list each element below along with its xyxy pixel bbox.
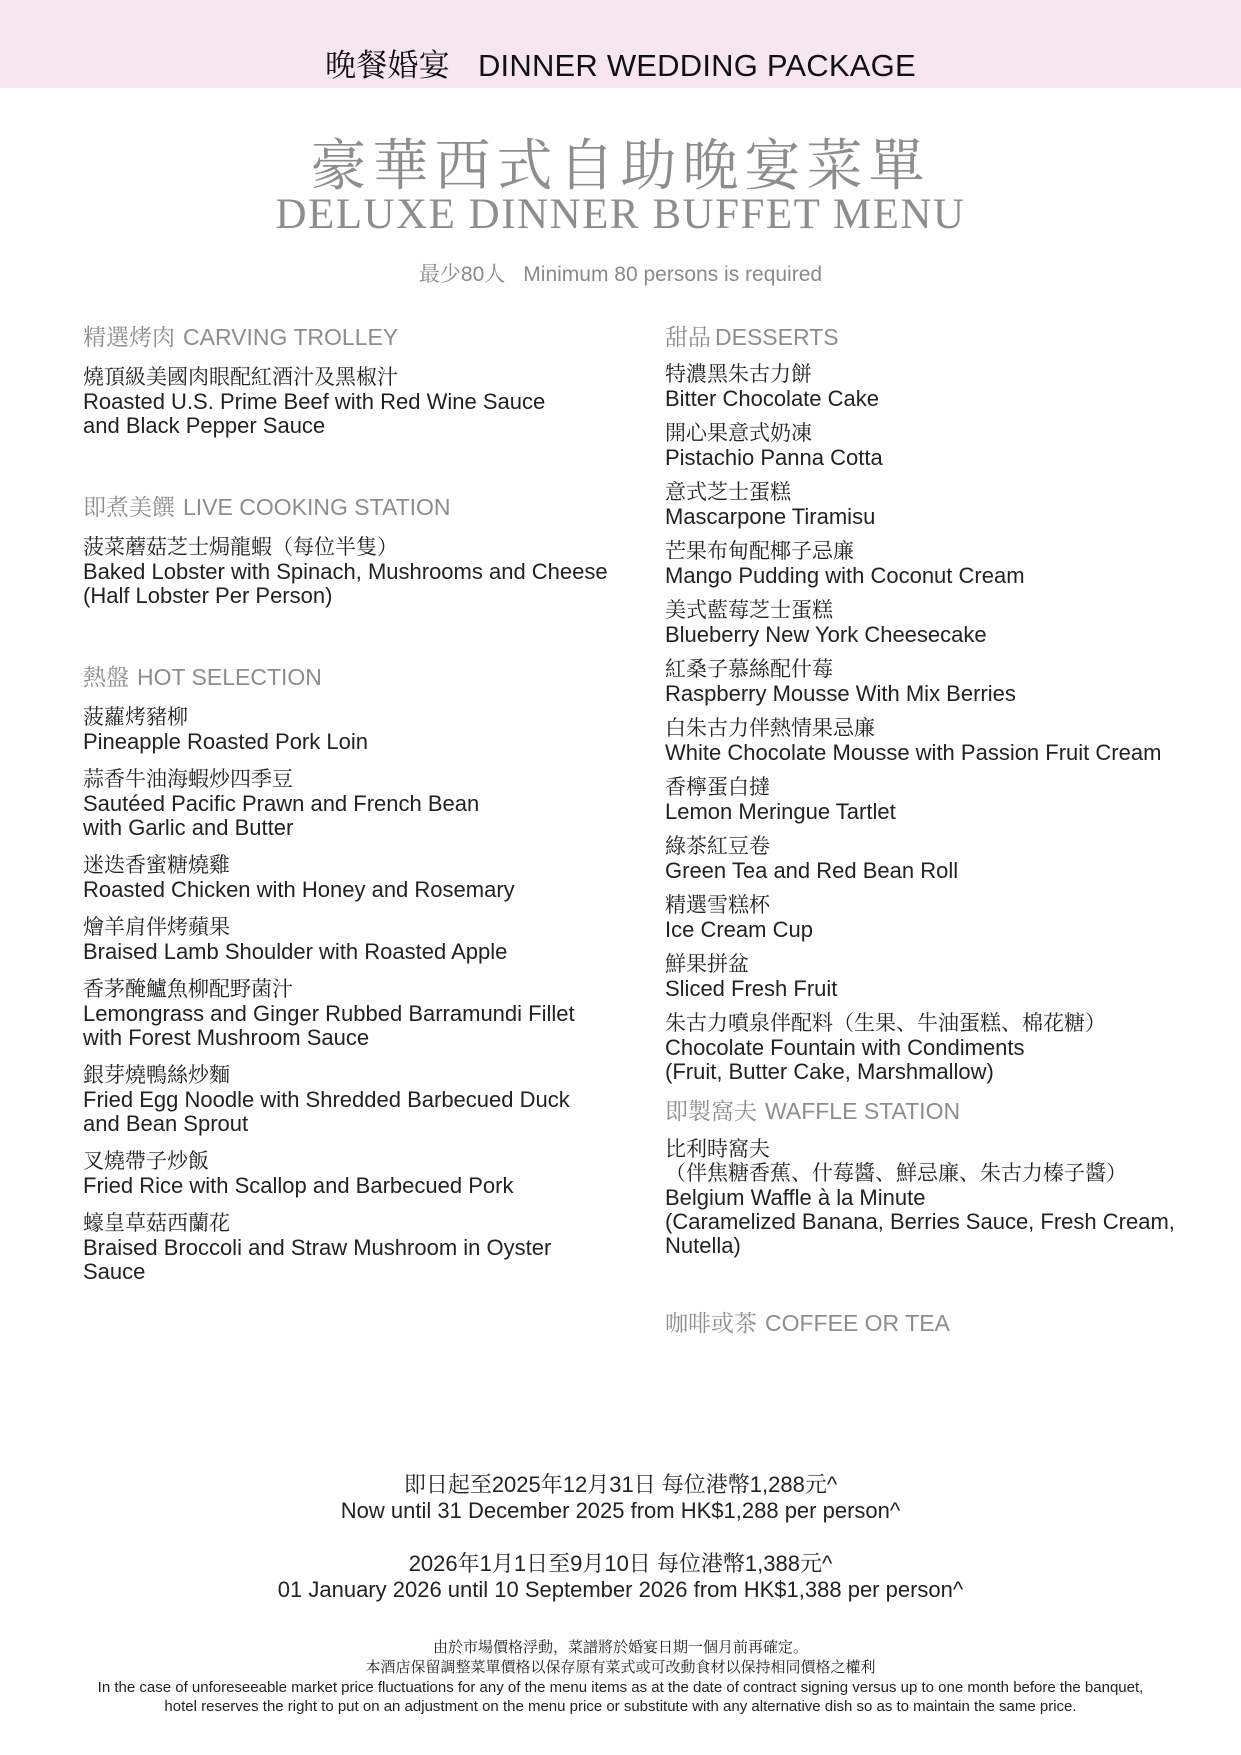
- menu-item-en: Pineapple Roasted Pork Loin: [83, 729, 368, 754]
- menu-item: [665, 776, 1225, 824]
- menu-item: [83, 978, 653, 1050]
- section-en: LIVE COOKING STATION: [183, 494, 451, 520]
- section-en: DESSERTS: [715, 324, 839, 350]
- menu-item-zh: 迷迭香蜜糖燒雞: [83, 854, 230, 877]
- menu-item-zh: 菠菜蘑菇芝士焗龍蝦（每位半隻）: [83, 536, 398, 559]
- menu-title-zh: 豪華西式自助晚宴菜單: [310, 134, 931, 199]
- section-en: WAFFLE STATION: [765, 1098, 961, 1124]
- menu-item-en: Mascarpone Tiramisu: [665, 504, 876, 529]
- footnote-line-2: 本酒店保留調整菜單價格以保存原有菜式或可改動食材以保持相同價格之權利: [365, 1659, 876, 1676]
- header-title: [0, 40, 1241, 85]
- section-title-hot: [83, 662, 653, 692]
- footnote-line-4: hotel reserves the right to put on an adjustment on the menu price or substitute with any alternative dish so as to maintain the same price.: [164, 1698, 1077, 1715]
- section-en: COFFEE OR TEA: [765, 1310, 950, 1336]
- menu-item: [83, 1064, 653, 1136]
- section-en: HOT SELECTION: [137, 664, 322, 690]
- menu-item-zh: 燒頂級美國肉眼配紅酒汁及黑椒汁: [83, 366, 398, 389]
- menu-item-en: Baked Lobster with Spinach, Mushrooms and Cheese (Half Lobster Per Person): [83, 559, 608, 608]
- left-column: [83, 322, 653, 1284]
- menu-item-zh: 比利時窩夫 （伴焦糖香蕉、什莓醬、鮮忌廉、朱古力榛子醬）: [665, 1138, 1127, 1185]
- section-zh: 精選烤肉: [83, 324, 175, 350]
- footnote-line-1: 由於市場價格浮動，菜譜將於婚宴日期一個月前再確定。: [432, 1639, 808, 1656]
- menu-item: [665, 422, 1225, 470]
- menu-item-zh: 銀芽燒鴨絲炒麵: [83, 1064, 230, 1087]
- menu-item: [83, 706, 653, 754]
- price-line-1-en: Now until 31 December 2025 from HK$1,288 per person^: [340, 1498, 901, 1523]
- section-zh: 即煮美饌: [83, 494, 175, 520]
- menu-item-en: Braised Lamb Shoulder with Roasted Apple: [83, 939, 508, 964]
- section-title-desserts: [665, 322, 1225, 352]
- menu-item: [83, 1150, 653, 1198]
- menu-item-zh: 精選雪糕杯: [665, 894, 770, 917]
- header-title-en: DINNER WEDDING PACKAGE: [477, 48, 916, 83]
- menu-item-zh: 香茅醃鱸魚柳配野菌汁: [83, 978, 293, 1001]
- menu-item-zh: 蠔皇草菇西蘭花: [83, 1212, 230, 1235]
- menu-item: [665, 540, 1225, 588]
- minimum-zh: 最少80人: [418, 263, 506, 286]
- right-column: [665, 322, 1225, 1338]
- menu-item-zh: 燴羊肩伴烤蘋果: [83, 916, 230, 939]
- menu-item-en: Bitter Chocolate Cake: [665, 386, 879, 411]
- menu-item-en: White Chocolate Mousse with Passion Fruit Cream: [665, 740, 1162, 765]
- menu-item-zh: 特濃黑朱古力餅: [665, 363, 812, 386]
- section-title-coffee: [665, 1308, 1225, 1338]
- section-zh: 熱盤: [83, 664, 129, 690]
- menu-item: [665, 481, 1225, 529]
- minimum-en: Minimum 80 persons is required: [523, 263, 823, 286]
- menu-item-en: Braised Broccoli and Straw Mushroom in Oyster Sauce: [83, 1235, 552, 1284]
- menu-item-zh: 香檸蛋白撻: [665, 776, 770, 799]
- menu-item: [665, 658, 1225, 706]
- menu-item-en: Roasted U.S. Prime Beef with Red Wine Sauce and Black Pepper Sauce: [83, 389, 546, 438]
- menu-item: [665, 894, 1225, 942]
- menu-item-en: Roasted Chicken with Honey and Rosemary: [83, 877, 515, 902]
- menu-item-en: Mango Pudding with Coconut Cream: [665, 563, 1025, 588]
- menu-item-zh: 菠蘿烤豬柳: [83, 706, 188, 729]
- menu-item: [83, 1212, 653, 1284]
- menu-item-zh: 叉燒帶子炒飯: [83, 1150, 209, 1173]
- menu-item: [83, 366, 653, 438]
- price-line-1-zh: 即日起至2025年12月31日 每位港幣1,288元^: [403, 1472, 838, 1497]
- menu-item: [665, 953, 1225, 1001]
- menu-item-en: Raspberry Mousse With Mix Berries: [665, 681, 1016, 706]
- menu-item-zh: 綠茶紅豆卷: [665, 835, 770, 858]
- menu-item: [83, 916, 653, 964]
- menu-item: [83, 768, 653, 840]
- menu-item-en: Sliced Fresh Fruit: [665, 976, 838, 1001]
- section-title-live: [83, 492, 653, 522]
- menu-item-en: Fried Rice with Scallop and Barbecued Pork: [83, 1173, 514, 1198]
- menu-item-zh: 芒果布甸配椰子忌廉: [665, 540, 854, 563]
- menu-item-en: Blueberry New York Cheesecake: [665, 622, 987, 647]
- menu-item-zh: 開心果意式奶凍: [665, 422, 812, 445]
- menu-item-zh: 蒜香牛油海蝦炒四季豆: [83, 768, 293, 791]
- minimum-note: [0, 258, 1241, 288]
- section-en: CARVING TROLLEY: [183, 324, 399, 350]
- menu-item-en: Pistachio Panna Cotta: [665, 445, 883, 470]
- menu-item-en: Green Tea and Red Bean Roll: [665, 858, 959, 883]
- menu-item-zh: 白朱古力伴熱情果忌廉: [665, 717, 875, 740]
- price-line-2-en: 01 January 2026 until 10 September 2026 from HK$1,388 per person^: [277, 1577, 964, 1602]
- menu-item: [665, 717, 1225, 765]
- menu-item: [665, 1012, 1225, 1084]
- menu-item-en: Belgium Waffle à la Minute (Caramelized Banana, Berries Sauce, Fresh Cream, Nutella): [665, 1185, 1175, 1258]
- menu-item-en: Ice Cream Cup: [665, 917, 813, 942]
- section-zh: 咖啡或茶: [665, 1310, 757, 1336]
- menu-item-en: Lemongrass and Ginger Rubbed Barramundi Fillet with Forest Mushroom Sauce: [83, 1001, 575, 1050]
- menu-item: [83, 854, 653, 902]
- section-zh: 甜品: [665, 324, 711, 350]
- menu-item-en: Sautéed Pacific Prawn and French Bean with Garlic and Butter: [83, 791, 480, 840]
- menu-item-en: Fried Egg Noodle with Shredded Barbecued Duck and Bean Sprout: [83, 1087, 570, 1136]
- menu-item: [83, 536, 653, 608]
- menu-item: [665, 599, 1225, 647]
- menu-item-zh: 紅桑子慕絲配什莓: [665, 658, 833, 681]
- footnote-line-3: In the case of unforeseeable market price fluctuations for any of the menu items as at the date of contract signing versus up to one month before the banquet,: [97, 1679, 1144, 1696]
- menu-item-zh: 美式藍莓芝士蛋糕: [665, 599, 833, 622]
- menu-title-en: DELUXE DINNER BUFFET MENU: [275, 191, 966, 238]
- section-title-carving: [83, 322, 653, 352]
- menu-item: [665, 1138, 1225, 1258]
- menu-item-zh: 朱古力噴泉伴配料（生果、牛油蛋糕、棉花糖）: [665, 1012, 1106, 1035]
- price-line-2-zh: 2026年1月1日至9月10日 每位港幣1,388元^: [408, 1551, 833, 1576]
- header-title-zh: 晚餐婚宴: [325, 48, 450, 83]
- menu-item-en: Chocolate Fountain with Condiments (Fruit, Butter Cake, Marshmallow): [665, 1035, 1025, 1084]
- menu-item-en: Lemon Meringue Tartlet: [665, 799, 896, 824]
- menu-item: [665, 363, 1225, 411]
- menu-item: [665, 835, 1225, 883]
- menu-item-zh: 意式芝士蛋糕: [665, 481, 791, 504]
- menu-item-zh: 鮮果拼盆: [665, 953, 749, 976]
- section-zh: 即製窩夫: [665, 1098, 757, 1124]
- section-title-waffle: [665, 1096, 1225, 1126]
